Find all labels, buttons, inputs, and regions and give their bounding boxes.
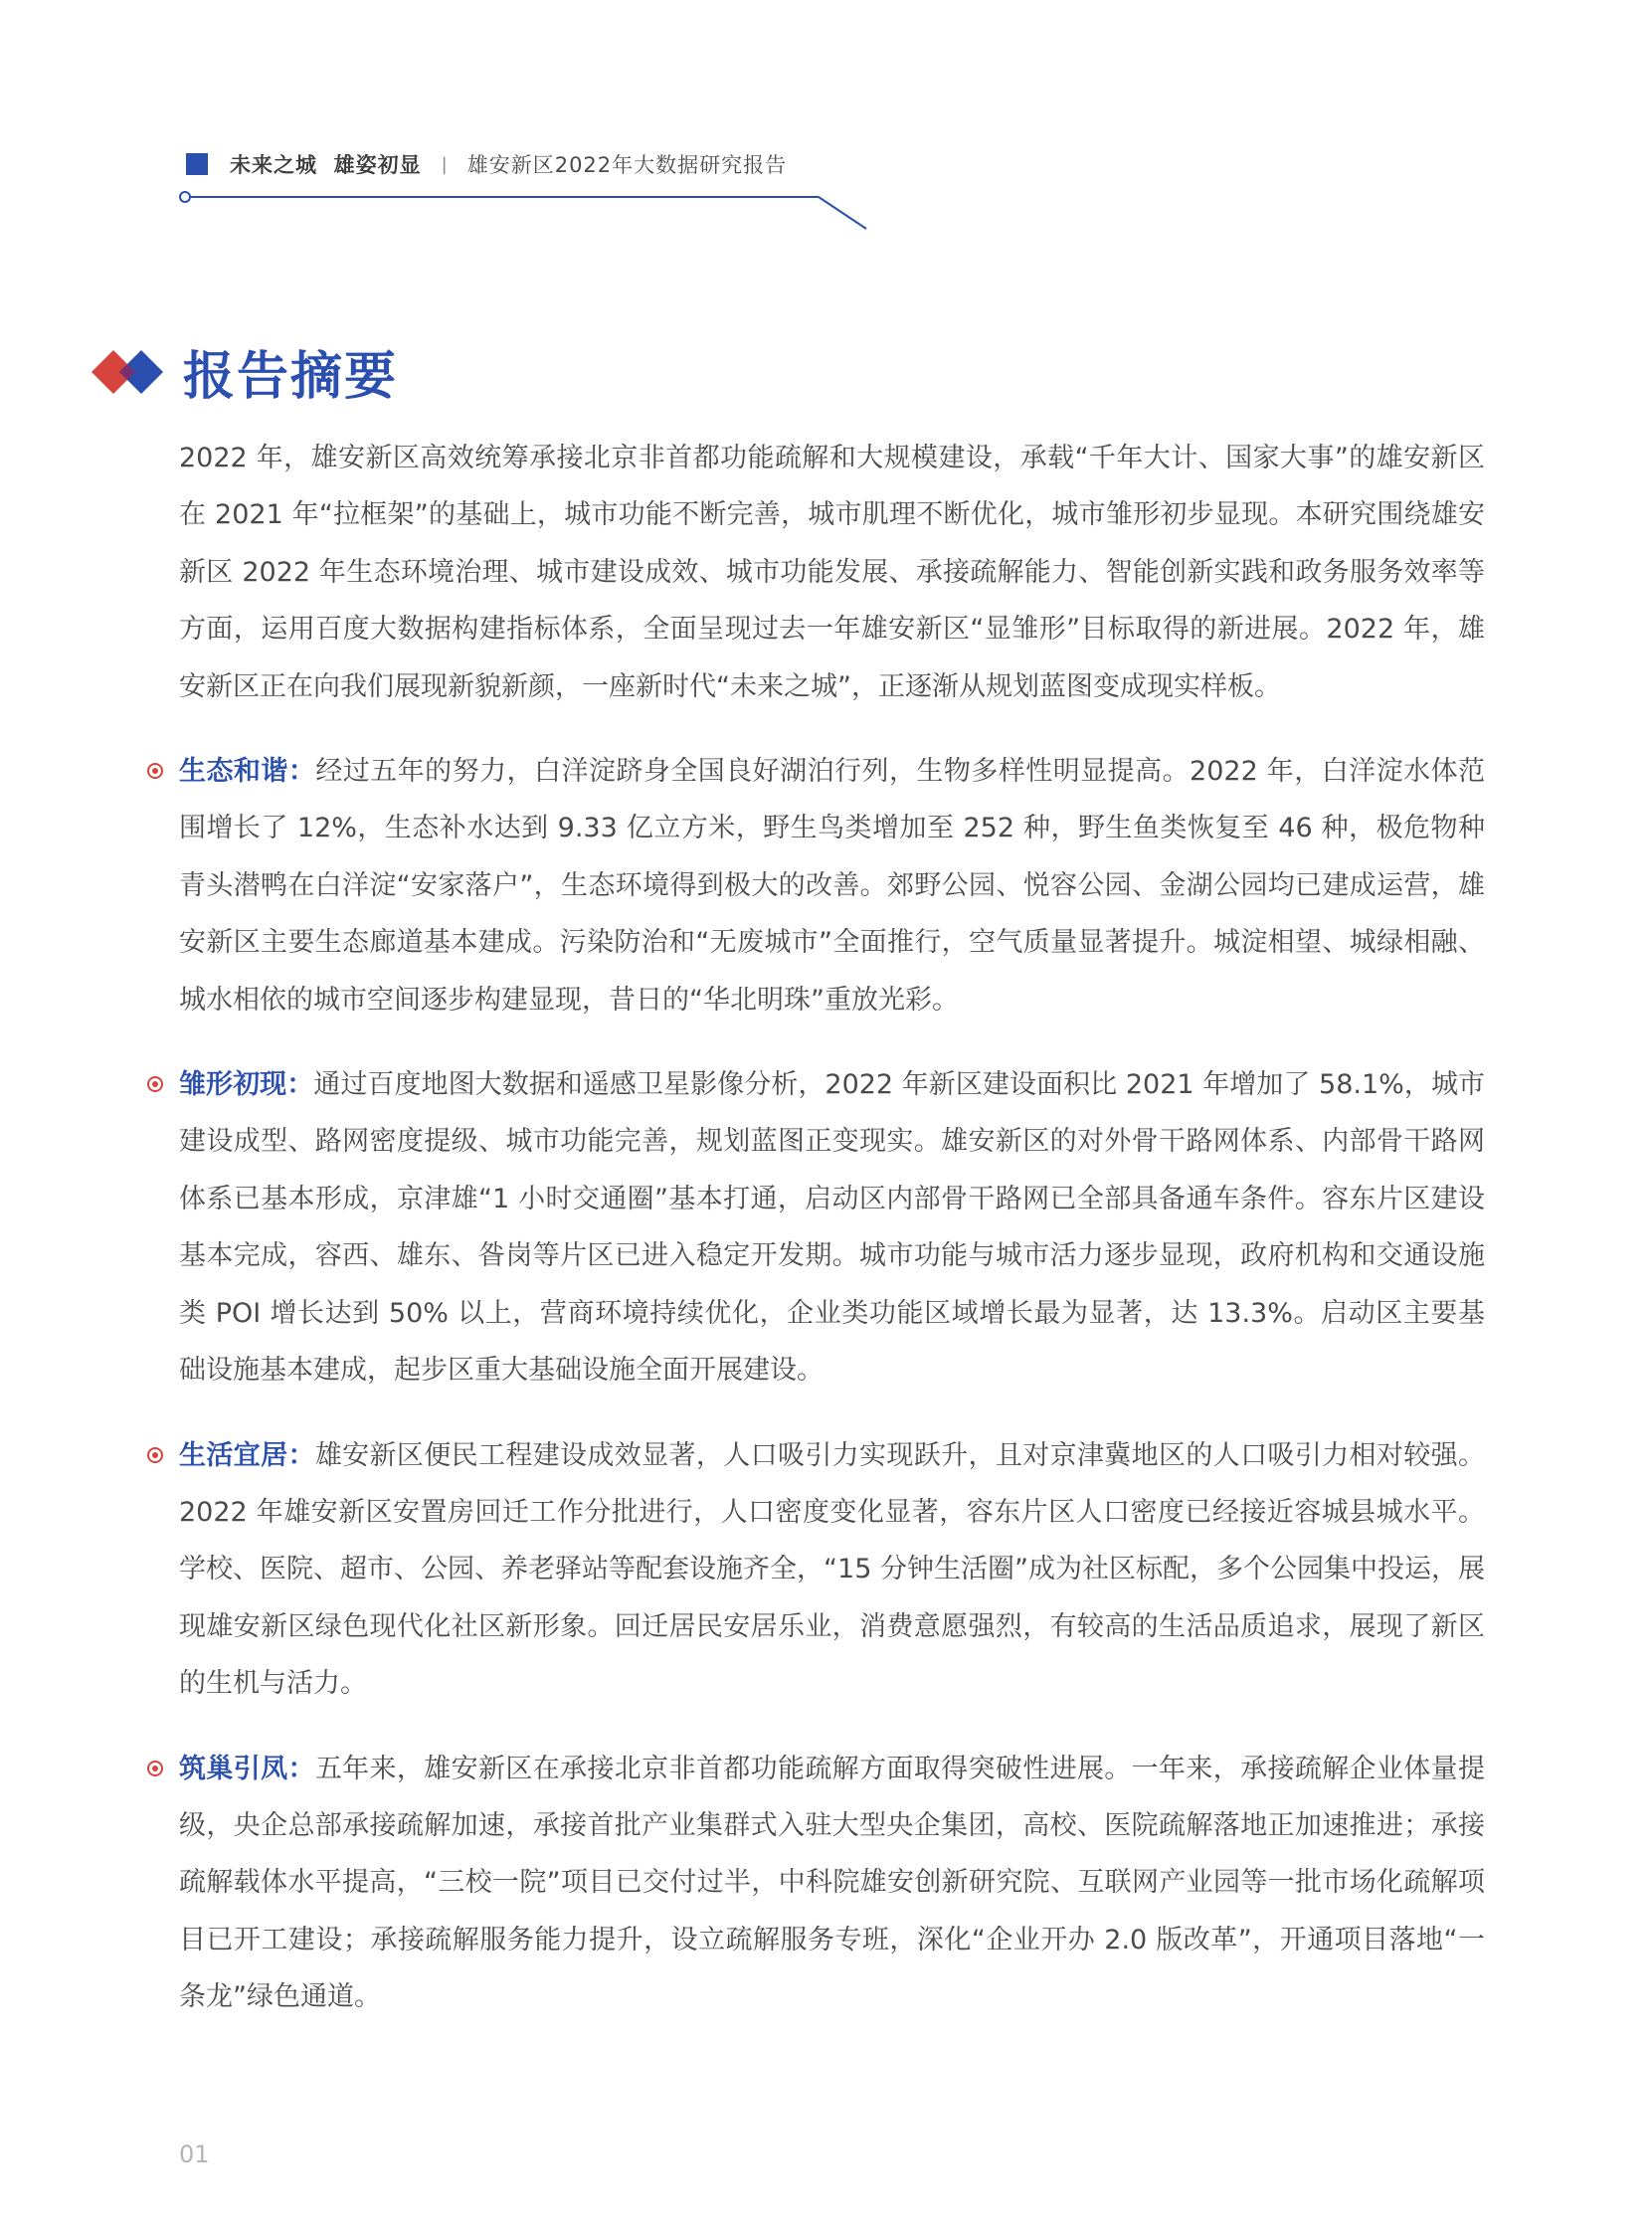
- point-text: 经过五年的努力，白洋淀跻身全国良好湖泊行列，生物多样性明显提高。2022 年，白洋淀水体范围增长了 12%，生态补水达到 9.33 亿立方米，野生鸟类增加至 252 种，野生鱼类恢复至 46 种，极危物种青头潜鸭在白洋淀“安家落户”，生态环境得到极大的改善。郊野公园、悦容公园、金湖公园均已建成运营，雄安新区主要生态廊道基本建成。污染防治和“无废城市”全面推行，空气质量显著提升。城淀相望、城绿相融、城水相依的城市空间逐步构建显现，昔日的“华北明珠”重放光彩。: [179, 756, 1486, 1016]
- page-header: [186, 149, 787, 179]
- page-number: 01: [179, 2140, 210, 2168]
- header-square-icon: [186, 153, 208, 175]
- point-title: 雏形初现：: [179, 1069, 314, 1101]
- bullet-dot-icon: [147, 1447, 163, 1463]
- header-separator: |: [441, 153, 448, 175]
- header-slogan: 未来之城 雄姿初显: [230, 153, 422, 177]
- summary-point: [179, 1427, 1485, 1713]
- point-text: 雄安新区便民工程建设成效显著，人口吸引力实现跃升，且对京津冀地区的人口吸引力相对较强。2022 年雄安新区安置房回迁工作分批进行，人口密度变化显著，容东片区人口密度已经接近容城县城水平。学校、医院、超市、公园、养老驿站等配套设施齐全，“15 分钟生活圈”成为社区标配，多个公园集中投运，展现雄安新区绿色现代化社区新形象。回迁居民安居乐业，消费意愿强烈，有较高的生活品质追求，展现了新区的生机与活力。: [179, 1439, 1486, 1700]
- section-heading: [92, 334, 398, 409]
- report-summary-body: [179, 430, 1485, 2054]
- point-title: 筑巢引凤：: [179, 1753, 315, 1784]
- bullet-dot-icon: [147, 1761, 163, 1776]
- section-title: 报告摘要: [183, 347, 399, 407]
- summary-point: [179, 1741, 1485, 2026]
- point-text: 五年来，雄安新区在承接北京非首都功能疏解方面取得突破性进展。一年来，承接疏解企业体量提级，央企总部承接疏解加速，承接首批产业集群式入驻大型央企集团，高校、医院疏解落地正加速推进；承接疏解载体水平提高，“三校一院”项目已交付过半，中科院雄安创新研究院、互联网产业园等一批市场化疏解项目已开工建设；承接疏解服务能力提升，设立疏解服务专班，深化“企业开办 2.0 版改革”，开通项目落地“一条龙”绿色通道。: [179, 1753, 1486, 2013]
- header-decorative-line: [177, 185, 873, 235]
- summary-point: [179, 1056, 1485, 1398]
- bullet-dot-icon: [147, 763, 163, 779]
- point-title: 生活宜居：: [179, 1439, 315, 1471]
- point-text: 通过百度地图大数据和遥感卫星影像分析，2022 年新区建设面积比 2021 年增加了 58.1%，城市建设成型、路网密度提级、城市功能完善，规划蓝图正变现实。雄安新区的对外骨干路网体系、内部骨干路网体系已基本形成，京津雄“1 小时交通圈”基本打通，启动区内部骨干路网已全部具备通车条件。容东片区建设基本完成，容西、雄东、昝岗等片区已进入稳定开发期。城市功能与城市活力逐步显现，政府机构和交通设施类 POI 增长达到 50% 以上，营商环境持续优化，企业类功能区域增长最为显著，达 13.3%。启动区主要基础设施基本建成，起步区重大基础设施全面开展建设。: [179, 1069, 1486, 1387]
- bullet-dot-icon: [147, 1076, 163, 1092]
- point-title: 生态和谐：: [179, 756, 316, 788]
- diamond-icon: [92, 344, 171, 400]
- summary-point: [179, 743, 1485, 1028]
- header-report-title: 雄安新区2022年大数据研究报告: [466, 153, 788, 177]
- intro-paragraph: 2022 年，雄安新区高效统筹承接北京非首都功能疏解和大规模建设，承载“千年大计、国家大事”的雄安新区在 2021 年“拉框架”的基础上，城市功能不断完善，城市肌理不断优化，城市雏形初步显现。本研究围绕雄安新区 2022 年生态环境治理、城市建设成效、城市功能发展、承接疏解能力、智能创新实践和政务服务效率等方面，运用百度大数据构建指标体系，全面呈现过去一年雄安新区“显雏形”目标取得的新进展。2022 年，雄安新区正在向我们展现新貌新颜，一座新时代“未来之城”，正逐渐从规划蓝图变成现实样板。: [179, 443, 1485, 702]
